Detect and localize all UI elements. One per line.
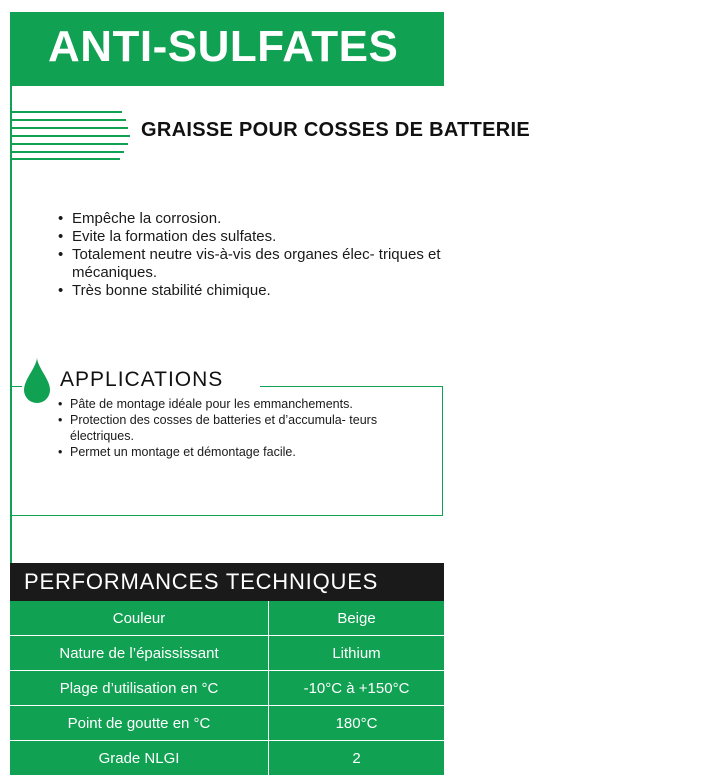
list-item: • Pâte de montage idéale pour les emmanchements. — [58, 396, 423, 412]
performances-title: PERFORMANCES TECHNIQUES — [24, 569, 379, 594]
spec-value: 180°C — [269, 706, 445, 741]
spec-value: Lithium — [269, 636, 445, 671]
spec-label: Couleur — [10, 601, 269, 636]
spec-label: Grade NLGI — [10, 741, 269, 776]
title-banner — [10, 12, 444, 86]
applications-title: APPLICATIONS — [60, 368, 224, 391]
list-item: • Empêche la corrosion. — [58, 210, 448, 228]
list-item: • Très bonne stabilité chimique. — [58, 282, 448, 300]
list-item: • Totalement neutre vis-à-vis des organes élec- triques et mécaniques. — [58, 246, 448, 282]
table-row — [10, 636, 444, 671]
spec-label: Nature de l’épaississant — [10, 636, 269, 671]
product-subtitle: GRAISSE POUR COSSES DE BATTERIE — [141, 119, 530, 141]
spec-value: 2 — [352, 749, 361, 767]
page-title: ANTI-SULFATES — [48, 22, 399, 71]
table-row — [10, 671, 444, 706]
table-row — [10, 601, 444, 636]
list-item: • Evite la formation des sulfates. — [58, 228, 448, 246]
specs-table — [10, 601, 444, 775]
spec-label: Plage d’utilisation en °C — [10, 671, 269, 706]
performances-header — [10, 563, 444, 601]
spec-value: Beige — [269, 601, 445, 636]
spec-value: -10°C à +150°C — [269, 671, 445, 706]
list-item: • Permet un montage et démontage facile. — [58, 444, 423, 460]
drop-icon — [24, 357, 50, 403]
applications-list — [58, 396, 423, 460]
features-list — [58, 210, 448, 300]
table-row — [10, 706, 444, 741]
list-item: • Protection des cosses de batteries et d’accumula- teurs électriques. — [58, 412, 423, 444]
spec-label: Point de goutte en °C — [10, 706, 269, 741]
table-row — [10, 741, 444, 776]
